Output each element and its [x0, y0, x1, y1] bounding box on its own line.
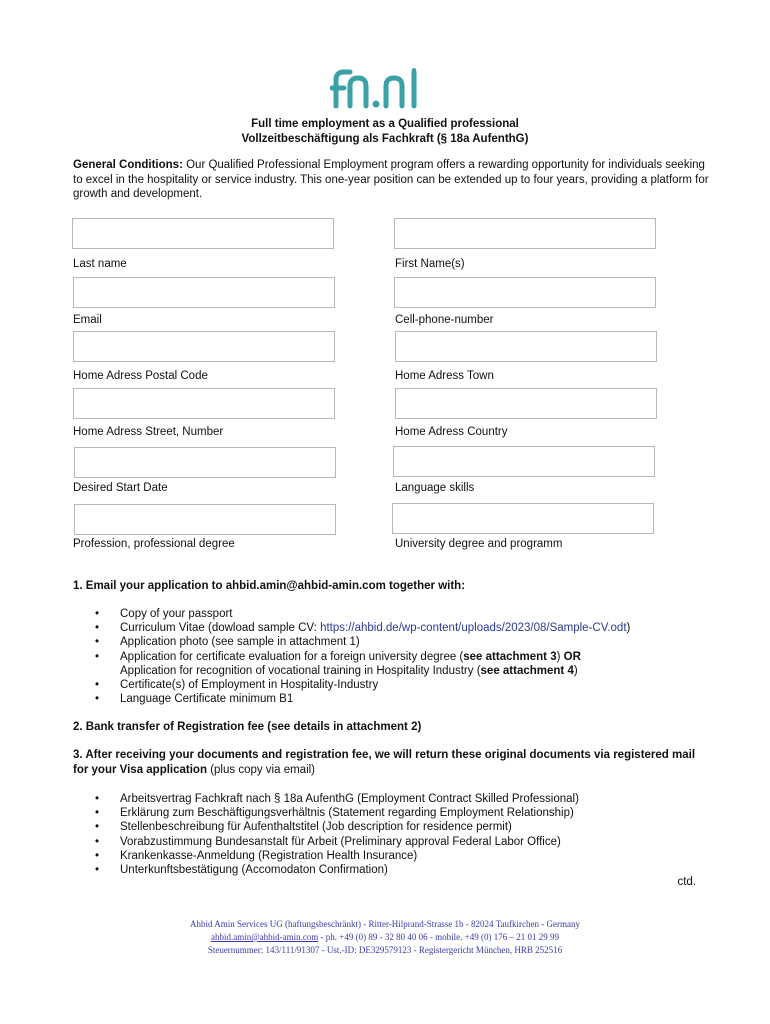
profession-label: Profession, professional degree: [73, 538, 235, 550]
list-item-text: Curriculum Vitae (dowload sample CV:: [120, 622, 321, 635]
first-name-label: First Name(s): [395, 258, 465, 270]
list-item: • Stellenbeschreibung für Aufenthaltstitel (Job description for residence permit): [73, 820, 713, 834]
list-item: • Erklärung zum Beschäftigungsverhältnis (Statement regarding Employment Relationship): [73, 806, 713, 820]
postal-code-label: Home Adress Postal Code: [73, 370, 208, 382]
list-item: • Unterkunftsbestätigung (Accomodaton Confirmation): [73, 863, 713, 877]
list-item-text: ): [573, 664, 578, 677]
list-item-text: Application for certificate evaluation for a foreign university degree (: [120, 650, 464, 663]
general-conditions-text: Our Qualified Professional Employment program offers a rewarding opportunity for individuals seeking to excel in the hospitality or service industry. This one-year position can be extended up to four years, providing a platform for growth and development.: [73, 159, 709, 200]
country-field[interactable]: [395, 388, 657, 419]
list-item-text: Copy of your passport: [120, 608, 233, 620]
street-field[interactable]: [73, 388, 335, 419]
town-label: Home Adress Town: [395, 370, 494, 382]
general-conditions: [73, 158, 713, 202]
list-item-text: Application photo (see sample in attachment 1): [120, 636, 360, 649]
university-field[interactable]: [392, 503, 654, 534]
list-item-text: Certificate(s) of Employment in Hospitality-Industry: [120, 679, 379, 692]
profession-field[interactable]: [74, 504, 336, 535]
continued-label: ctd.: [677, 876, 696, 888]
list-item: [73, 678, 713, 692]
section-1-heading: 1. Email your application to ahbid.amin@ahbid-amin.com together with:: [73, 580, 466, 592]
list-item: • Arbeitsvertrag Fachkraft nach § 18a AufenthG (Employment Contract Skilled Professional): [73, 792, 713, 806]
country-label: Home Adress Country: [395, 426, 508, 438]
footer-email-link[interactable]: ahbid.amin@ahbid-amin.com: [211, 932, 319, 942]
start-date-label: Desired Start Date: [73, 482, 168, 494]
list-item: [73, 621, 713, 635]
footer-phone-text: - ph. +49 (0) 89 - 32 80 40 06 - mobile. +49 (0) 176 – 21 01 29 99: [318, 932, 559, 942]
attachment-3-ref: see attachment 3: [463, 650, 557, 663]
attachment-4-ref: see attachment 4: [480, 664, 574, 677]
section-3-heading-text: 3. After receiving your documents and registration fee, we will return these original documents via registered mail for your Visa application: [73, 749, 696, 776]
section-1-list: [73, 607, 713, 706]
title-line-2: Vollzeitbeschäftigung als Fachkraft (§ 18a AufenthG): [241, 133, 529, 145]
list-item: [73, 607, 713, 621]
language-label: Language skills: [395, 482, 475, 494]
footer-line-1: Ahbid Amin Services UG (haftungsbeschränkt) - Ritter-Hilprand-Strasse 1b - 82024 Taufkirchen - Germany: [190, 919, 580, 929]
list-item: [73, 635, 713, 649]
or-text: OR: [563, 650, 581, 663]
section-3-heading: [73, 748, 703, 777]
sample-cv-link[interactable]: https://ahbid.de/wp-content/uploads/2023/08/Sample-CV.odt: [320, 622, 627, 635]
fa-ai-logo-icon: [330, 64, 422, 110]
list-item-text: Application for recognition of vocational training in Hospitality Industry (: [120, 664, 481, 677]
title-line-1: Full time employment as a Qualified professional: [251, 118, 519, 130]
town-field[interactable]: [395, 331, 657, 362]
email-field[interactable]: [73, 277, 335, 308]
language-field[interactable]: [393, 446, 655, 477]
last-name-field[interactable]: [72, 218, 334, 249]
footer-line-2: [0, 932, 770, 942]
footer-line-3: Steuernummer: 143/111/91307 - Ust.-ID: DE329579123 - Registergericht München, HRB 252516: [207, 945, 563, 955]
section-2-heading: 2. Bank transfer of Registration fee (see details in attachment 2): [73, 721, 422, 733]
list-item-text: Language Certificate minimum B1: [120, 693, 294, 706]
last-name-label: Last name: [73, 258, 127, 270]
street-label: Home Adress Street, Number: [73, 426, 224, 438]
list-item-text: ): [626, 622, 631, 635]
cell-phone-label: Cell-phone-number: [395, 314, 494, 326]
start-date-field[interactable]: [74, 447, 336, 478]
list-item: • Krankenkasse-Anmeldung (Registration Health Insurance): [73, 849, 713, 863]
email-label: Email: [73, 314, 102, 326]
section-3-list: [73, 792, 713, 877]
postal-code-field[interactable]: [73, 331, 335, 362]
general-conditions-label: General Conditions:: [73, 159, 183, 171]
list-item-text: ): [556, 650, 564, 663]
university-label: University degree and programm: [395, 538, 563, 550]
first-name-field[interactable]: [394, 218, 656, 249]
list-item: [73, 650, 713, 678]
list-item: • Vorabzustimmung Bundesanstalt für Arbeit (Preliminary approval Federal Labor Office): [73, 835, 713, 849]
list-item: [73, 692, 713, 706]
cell-phone-field[interactable]: [394, 277, 656, 308]
section-3-heading-suffix: (plus copy via email): [207, 763, 316, 776]
